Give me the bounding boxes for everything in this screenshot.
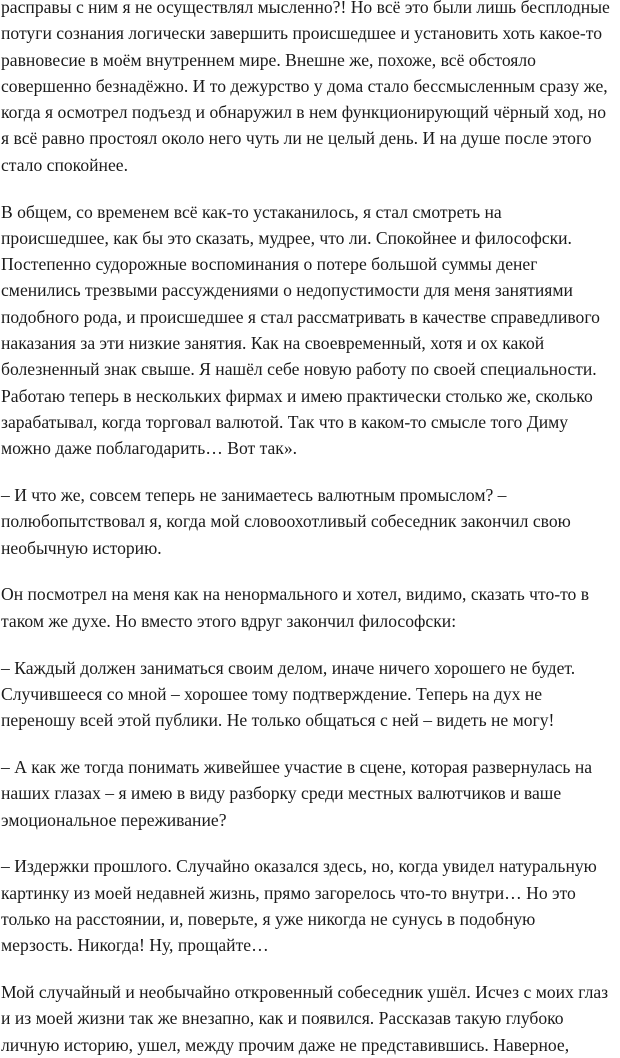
text-line: когда я осмотрел подъезд и обнаружил в нем функционирующий чёрный ход, но xyxy=(1,102,607,123)
paragraph xyxy=(0,655,620,734)
text-line: полюбопытствовал я, когда мой словоохотливый собеседник закончил свою xyxy=(1,511,571,532)
text-line: Случившееся со мной – хорошее тому подтверждение. Теперь на дух не xyxy=(1,683,543,704)
paragraph-gap xyxy=(0,959,620,980)
text-line: только на расстоянии, и, поверьте, я уже никогда не сунусь в подобную xyxy=(1,908,536,929)
text-line: наказания за эти низкие занятия. Как на своевременный, хотя и ох какой xyxy=(1,333,545,354)
text-line: – Каждый должен заниматься своим делом, иначе ничего хорошего не будет. xyxy=(1,657,576,678)
text-line: Мой случайный и необычайно откровенный собеседник ушёл. Исчез с моих глаз xyxy=(1,982,609,1002)
text-line: – Издержки прошлого. Случайно оказался здесь, но, когда увидел натуральную xyxy=(1,856,597,877)
paragraph xyxy=(0,853,620,958)
text-line: расправы с ним я не осуществлял мысленно?! Но всё это были лишь бесплодные xyxy=(1,0,610,17)
text-line: и из моей жизни так же внезапно, как и появился. Рассказав такую глубоко xyxy=(1,1008,564,1029)
text-line: необычную историю. xyxy=(1,537,162,558)
paragraph xyxy=(0,482,620,561)
paragraph-gap xyxy=(0,462,620,483)
paragraph xyxy=(0,754,620,833)
text-line: таком же духе. Но вместо этого вдруг закончил философски: xyxy=(1,610,457,631)
text-line: происшедшее, как бы это сказать, мудрее, что ли. Спокойнее и философски. xyxy=(1,227,572,248)
paragraph-gap xyxy=(0,833,620,854)
text-line: можно даже поблагодарить… Вот так». xyxy=(1,438,298,459)
paragraph-gap xyxy=(0,733,620,754)
text-line: картинку из моей недавней жизнь, прямо загорелось что-то внутри… Но это xyxy=(1,882,576,903)
text-line: сменились трезвыми рассуждениями о недопустимости для меня занятиями xyxy=(1,280,573,301)
paragraph-gap xyxy=(0,178,620,199)
text-line: болезненный знак свыше. Я нашёл себе новую работу по своей специальности. xyxy=(1,359,597,380)
text-line: – А как же тогда понимать живейшее участие в сцене, которая развернулась на xyxy=(1,756,593,777)
paragraph-gap xyxy=(0,634,620,655)
text-line: потуги сознания логически завершить происшедшее и установить хоть какое-то xyxy=(1,23,603,44)
text-line: стало спокойнее. xyxy=(1,154,128,175)
text-line: я всё равно простоял около него чуть ли не целый день. И на душе после этого xyxy=(1,128,592,149)
paragraph xyxy=(0,0,620,178)
text-line: В общем, со временем всё как-то устаканилось, я стал смотреть на xyxy=(1,201,502,222)
text-line: личную историю, ушел, между прочим даже не представившись. Наверное, xyxy=(1,1034,570,1055)
text-line: Он посмотрел на меня как на ненормального и хотел, видимо, сказать что-то в xyxy=(1,584,590,605)
text-line: Работаю теперь в нескольких фирмах и имею практически столько же, сколько xyxy=(1,385,593,406)
paragraph xyxy=(0,581,620,634)
paragraph-gap xyxy=(0,561,620,582)
text-line: Постепенно судорожные воспоминания о потере большой суммы денег xyxy=(1,254,538,275)
text-line: наших глазах – я имею в виду разборку среди местных валютчиков и ваше xyxy=(1,783,562,804)
text-line: эмоциональное переживание? xyxy=(1,809,227,830)
text-line: зарабатывал, когда торговал валютой. Так что в каком-то смысле того Диму xyxy=(1,411,569,432)
text-line: подобного рода, и происшедшее я стал рассматривать в качестве справедливого xyxy=(1,306,600,327)
paragraph xyxy=(0,979,620,1058)
text-line: переношу всей этой публики. Не только общаться с ней – видеть не могу! xyxy=(1,710,555,731)
text-line: мерзость. Никогда! Ну, прощайте… xyxy=(1,935,269,956)
paragraph xyxy=(0,199,620,462)
text-line: – И что же, совсем теперь не занимаетесь валютным промыслом? – xyxy=(1,485,507,506)
text-line: равновесие в моём внутреннем мире. Внешне же, похоже, всё обстояло xyxy=(1,49,536,70)
text-line: совершенно безнадёжно. И то дежурство у дома стало бессмысленным сразу же, xyxy=(1,75,608,96)
